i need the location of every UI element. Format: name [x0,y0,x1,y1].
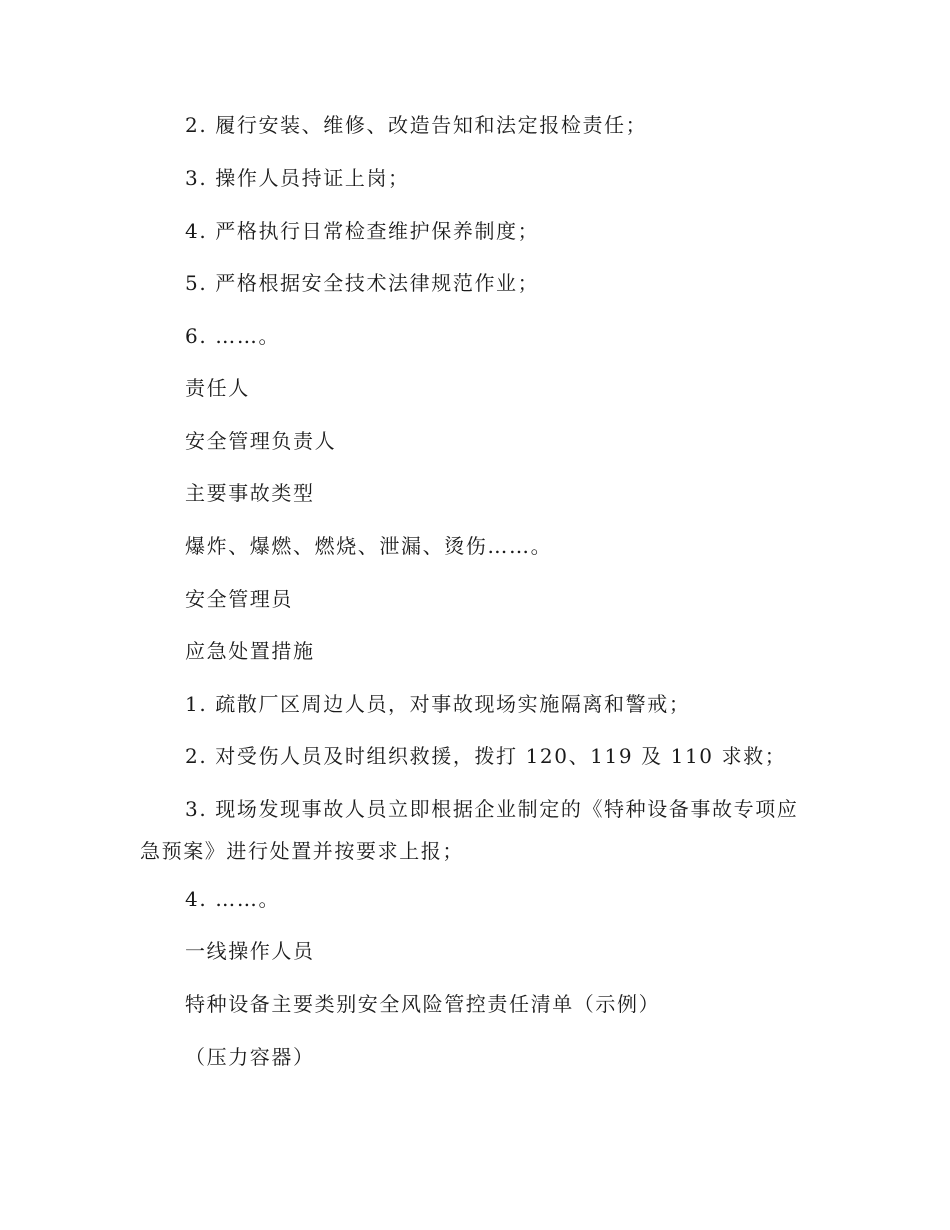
label-frontline-operators: 一线操作人员 [185,939,315,963]
label-emergency-measures: 应急处置措施 [185,639,315,663]
accident-types-text: 爆炸、爆燃、燃烧、泄漏、烫伤……。 [185,534,553,558]
paragraph-item-2: 2. 履行安装、维修、改造告知和法定报检责任； [185,113,648,137]
label-safety-manager-head: 安全管理负责人 [185,429,337,453]
label-accident-types: 主要事故类型 [185,481,315,505]
paragraph-item-3: 3. 操作人员持证上岗； [185,166,410,190]
label-safety-officer: 安全管理员 [185,587,293,611]
label-responsible-person: 责任人 [185,376,250,400]
section-subtitle: （压力容器） [185,1045,315,1069]
measure-item-1: 1. 疏散厂区周边人员，对事故现场实施隔离和警戒； [185,692,691,716]
paragraph-item-5: 5. 严格根据安全技术法律规范作业； [185,271,540,295]
paragraph-item-4: 4. 严格执行日常检查维护保养制度； [185,219,540,243]
paragraph-item-6: 6. ……。 [185,324,281,348]
measure-item-2: 2. 对受伤人员及时组织救援，拨打 120、119 及 110 求救； [185,744,787,768]
measure-item-3: 3. 现场发现事故人员立即根据企业制定的《特种设备事故专项应急预案》进行处置并按要求上报； [140,797,799,863]
section-title: 特种设备主要类别安全风险管控责任清单（示例） [185,992,661,1016]
measure-item-4: 4. ……。 [185,887,281,911]
